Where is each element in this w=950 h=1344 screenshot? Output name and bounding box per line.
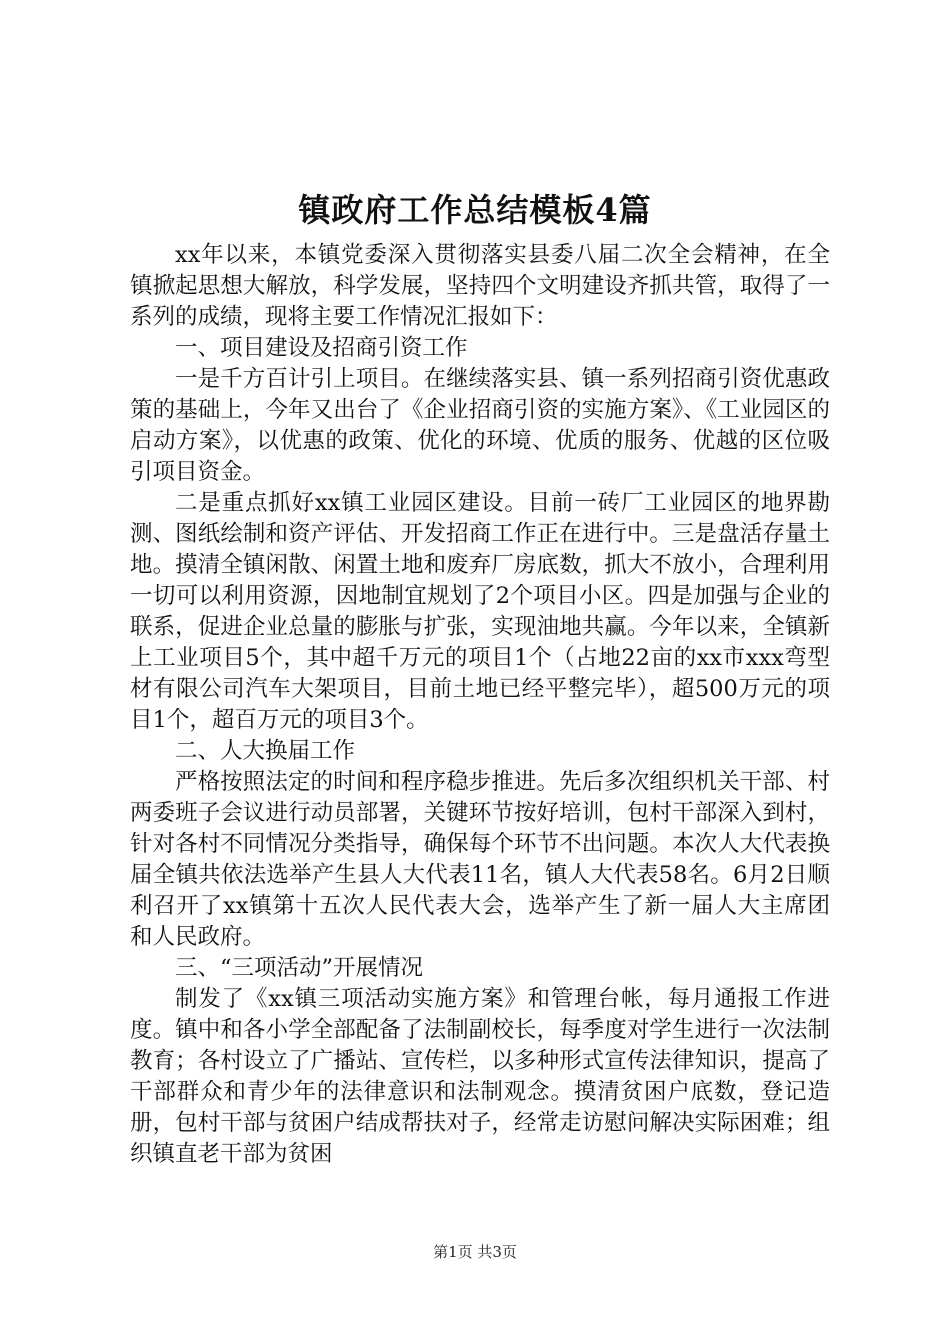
- document-body: [130, 240, 830, 1170]
- body-paragraph: 严格按照法定的时间和程序稳步推进。先后多次组织机关干部、村两委班子会议进行动员部署，关键环节按好培训，包村干部深入到村，针对各村不同情况分类指导，确保每个环节不出问题。本次人大代表换届全镇共依法选举产生县人大代表11名，镇人大代表58名。6月2日顺利召开了xx镇第十五次人民代表大会，选举产生了新一届人大主席团和人民政府。: [130, 769, 830, 950]
- document-title: 镇政府工作总结模板4篇: [298, 191, 652, 229]
- body-paragraph: 制发了《xx镇三项活动实施方案》和管理台帐，每月通报工作进度。镇中和各小学全部配备了法制副校长，每季度对学生进行一次法制教育；各村设立了广播站、宣传栏，以多种形式宣传法律知识，提高了干部群众和青少年的法律意识和法制观念。摸清贫困户底数，登记造册，包村干部与贫困户结成帮扶对子，经常走访慰问解决实际困难；组织镇直老干部为贫困: [130, 986, 830, 1167]
- section-heading-activities: 三、“三项活动”开展情况: [175, 955, 424, 981]
- intro-paragraph: xx年以来，本镇党委深入贯彻落实县委八届二次全会精神，在全镇掀起思想大解放，科学发展，坚持四个文明建设齐抓共管，取得了一系列的成绩，现将主要工作情况汇报如下：: [130, 242, 830, 330]
- section-heading-election: 二、人大换届工作: [175, 738, 356, 764]
- body-paragraph: 二是重点抓好xx镇工业园区建设。目前一砖厂工业园区的地界勘测、图纸绘制和资产评估、开发招商工作正在进行中。三是盘活存量土地。摸清全镇闲散、闲置土地和废弃厂房底数，抓大不放小，合理利用一切可以利用资源，因地制宜规划了2个项目小区。四是加强与企业的联系，促进企业总量的膨胀与扩张，实现油地共赢。今年以来，全镇新上工业项目5个，其中超千万元的项目1个（占地22亩的xx市xxx弯型材有限公司汽车大架项目，目前土地已经平整完毕），超500万元的项目1个，超百万元的项目3个。: [130, 490, 830, 733]
- page-number-footer: 第1页 共3页: [433, 1243, 517, 1261]
- section-heading-projects: 一、项目建设及招商引资工作: [175, 335, 468, 361]
- body-paragraph: 一是千方百计引上项目。在继续落实县、镇一系列招商引资优惠政策的基础上，今年又出台了《企业招商引资的实施方案》、《工业园区的启动方案》，以优惠的政策、优化的环境、优质的服务、优越的区位吸引项目资金。: [130, 366, 830, 485]
